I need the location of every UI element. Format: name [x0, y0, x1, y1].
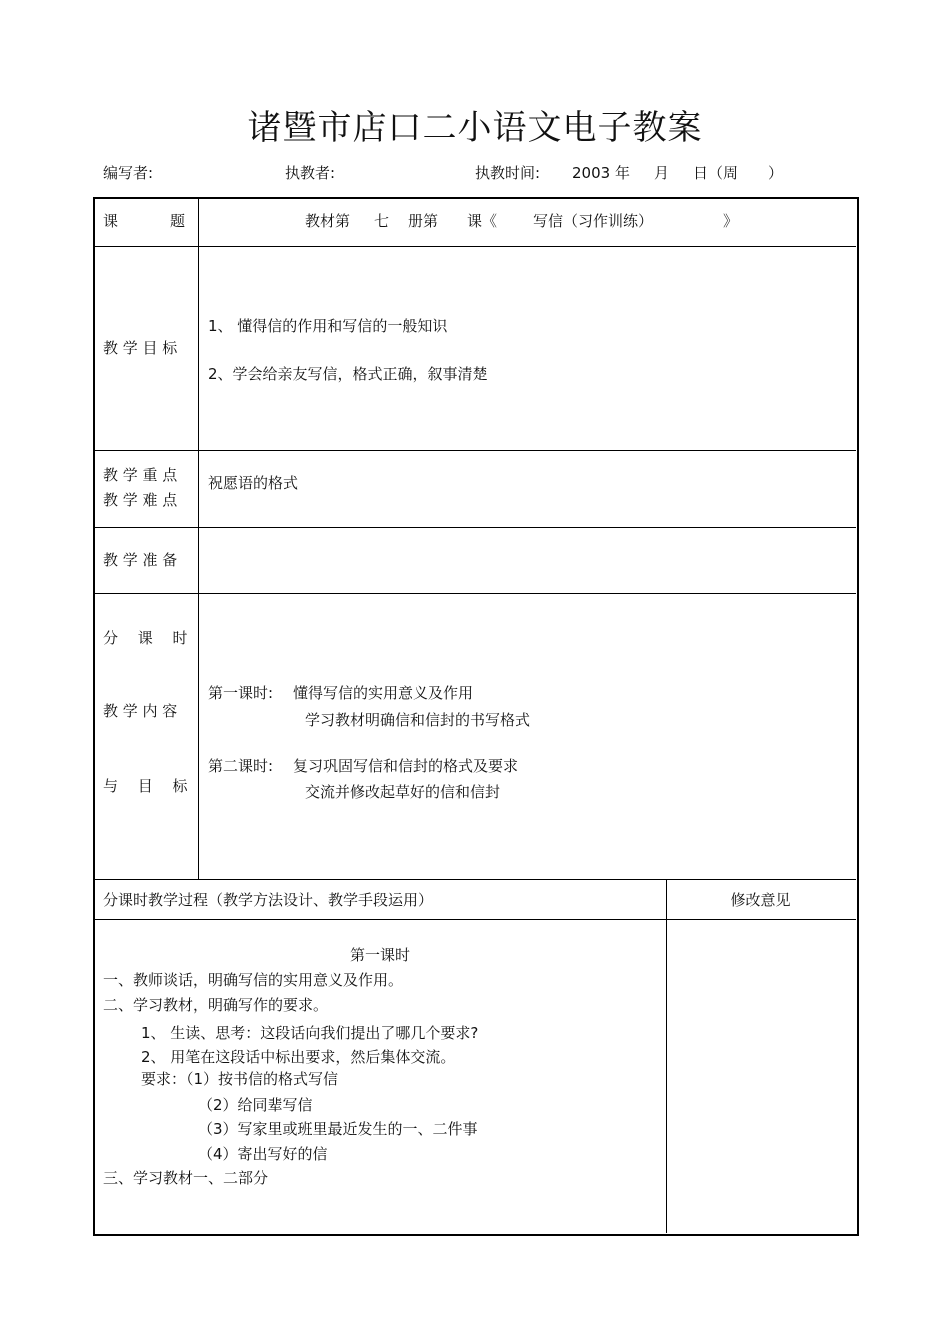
process-line: （4）寄出写好的信	[198, 1145, 328, 1163]
session-1-line: 懂得写信的实用意义及作用	[293, 684, 474, 702]
preparation-label: 教 学 准 备	[103, 551, 178, 569]
author-label: 编写者:	[103, 164, 154, 182]
topic-volume-suffix: 册第	[408, 212, 439, 230]
key-points-label: 教 学 重 点	[103, 466, 178, 484]
row-divider	[94, 450, 856, 451]
process-line: 二、学习教材，明确写作的要求。	[103, 996, 329, 1014]
session-1-title: 第一课时:	[208, 684, 274, 702]
topic-lesson: 课《	[467, 212, 498, 230]
revise-column-divider	[666, 880, 667, 1233]
session-2-line: 复习巩固写信和信封的格式及要求	[293, 757, 519, 775]
objective-item: 1、 懂得信的作用和写信的一般知识	[208, 317, 448, 335]
process-line: 三、学习教材一、二部分	[103, 1169, 269, 1187]
revise-header: 修改意见	[730, 891, 791, 909]
time-month: 月	[654, 164, 670, 182]
process-line: （3）写家里或班里最近发生的一、二件事	[198, 1120, 478, 1138]
process-line: 一、教师谈话，明确写信的实用意义及作用。	[103, 971, 404, 989]
row-divider	[94, 246, 856, 247]
time-label: 执教时间:	[475, 164, 541, 182]
sessions-label: 分 课 时	[103, 629, 188, 647]
session-2-line: 交流并修改起草好的信和信封	[305, 783, 501, 801]
content-label: 教 学 内 容	[103, 702, 178, 720]
objectives-label: 教 学 目 标	[103, 339, 178, 357]
row-divider	[94, 527, 856, 528]
process-session-title: 第一课时	[349, 946, 410, 964]
row-divider	[94, 593, 856, 594]
topic-volume: 七	[374, 212, 390, 230]
session-1-line: 学习教材明确信和信封的书写格式	[305, 711, 531, 729]
page-title: 诸暨市店口二小语文电子教案	[247, 108, 703, 148]
process-header: 分课时教学过程（教学方法设计、教学手段运用）	[103, 891, 434, 909]
process-line: 2、 用笔在这段话中标出要求，然后集体交流。	[141, 1048, 456, 1066]
time-close: ）	[768, 164, 784, 182]
label-column-divider	[198, 198, 199, 880]
goals-label: 与 目 标	[103, 777, 188, 795]
objective-item: 2、学会给亲友写信，格式正确，叙事清楚	[208, 365, 488, 383]
topic-label-b: 题	[170, 212, 186, 230]
topic-close: 》	[723, 212, 739, 230]
row-divider	[94, 879, 856, 880]
session-2-title: 第二课时:	[208, 757, 274, 775]
teacher-label: 执教者:	[285, 164, 336, 182]
process-line: 要求：（1）按书信的格式写信	[141, 1070, 339, 1088]
topic-prefix: 教材第	[305, 212, 351, 230]
difficult-points-label: 教 学 难 点	[103, 491, 178, 509]
row-divider	[94, 919, 856, 920]
process-line: 1、 生读、思考：这段话向我们提出了哪几个要求?	[141, 1024, 479, 1042]
topic-label-a: 课	[103, 212, 119, 230]
topic-name: 写信（习作训练）	[533, 212, 654, 230]
time-year: 2003 年	[572, 164, 630, 182]
process-line: （2）给同辈写信	[198, 1096, 313, 1114]
key-points-content: 祝愿语的格式	[208, 474, 299, 492]
time-day: 日（周	[693, 164, 739, 182]
